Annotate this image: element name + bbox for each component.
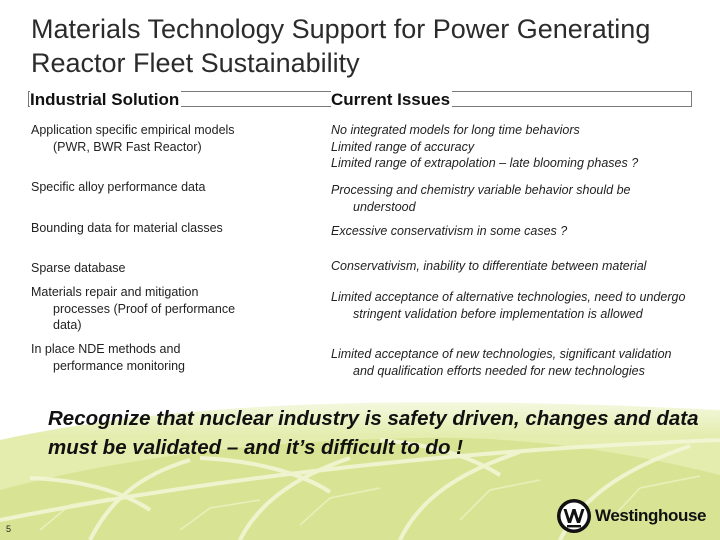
solution-cell bbox=[31, 220, 241, 237]
issue-text: Limited range of accuracy bbox=[331, 139, 475, 154]
issue-text: Limited range of extrapolation – late blooming phases ? bbox=[331, 156, 639, 170]
issue-text: Processing and chemistry variable behavior should be understood bbox=[331, 183, 631, 214]
westinghouse-logo bbox=[556, 498, 706, 534]
issue-cell bbox=[331, 289, 691, 322]
issue-text: Limited acceptance of new technologies, significant validation and qualification efforts needed for new technologies bbox=[331, 347, 672, 378]
solution-text: Specific alloy performance data bbox=[31, 180, 206, 194]
solution-cell bbox=[31, 122, 241, 155]
issue-text: Conservativism, inability to differentiate between material bbox=[331, 259, 647, 273]
issue-cell bbox=[331, 346, 691, 379]
solution-cell bbox=[31, 341, 241, 374]
solution-text: Materials repair and mitigation processes (Proof of performance data) bbox=[31, 285, 236, 332]
issue-cell bbox=[331, 258, 691, 275]
issue-cell bbox=[331, 182, 691, 215]
page-number: 5 bbox=[6, 524, 12, 534]
solution-cell bbox=[31, 260, 241, 277]
westinghouse-circle-w-icon bbox=[556, 498, 592, 534]
column-header-industrial-solution: Industrial Solution bbox=[30, 90, 180, 109]
logo-text: Westinghouse bbox=[595, 506, 707, 525]
slide-title: Materials Technology Support for Power Generating Reactor Fleet Sustainability bbox=[31, 14, 651, 78]
issue-text: Excessive conservativism in some cases ? bbox=[331, 224, 568, 238]
column-header-current-issues: Current Issues bbox=[331, 90, 451, 109]
issue-cell bbox=[331, 223, 691, 240]
issue-cell bbox=[331, 122, 691, 172]
solution-cell bbox=[31, 284, 241, 334]
solution-text: Sparse database bbox=[31, 261, 126, 275]
solution-text: In place NDE methods and performance monitoring bbox=[31, 342, 186, 373]
solution-cell bbox=[31, 179, 241, 196]
solution-text: Application specific empirical models (PWR, BWR Fast Reactor) bbox=[31, 123, 235, 154]
issue-text: Limited acceptance of alternative technologies, need to undergo stringent validation before implementation is allowed bbox=[331, 290, 686, 321]
solution-text: Bounding data for material classes bbox=[31, 221, 223, 235]
issue-text: No integrated models for long time behaviors bbox=[331, 123, 580, 137]
conclusion-statement: Recognize that nuclear industry is safety driven, changes and data must be validated – and it’s difficult to do ! bbox=[48, 407, 699, 459]
